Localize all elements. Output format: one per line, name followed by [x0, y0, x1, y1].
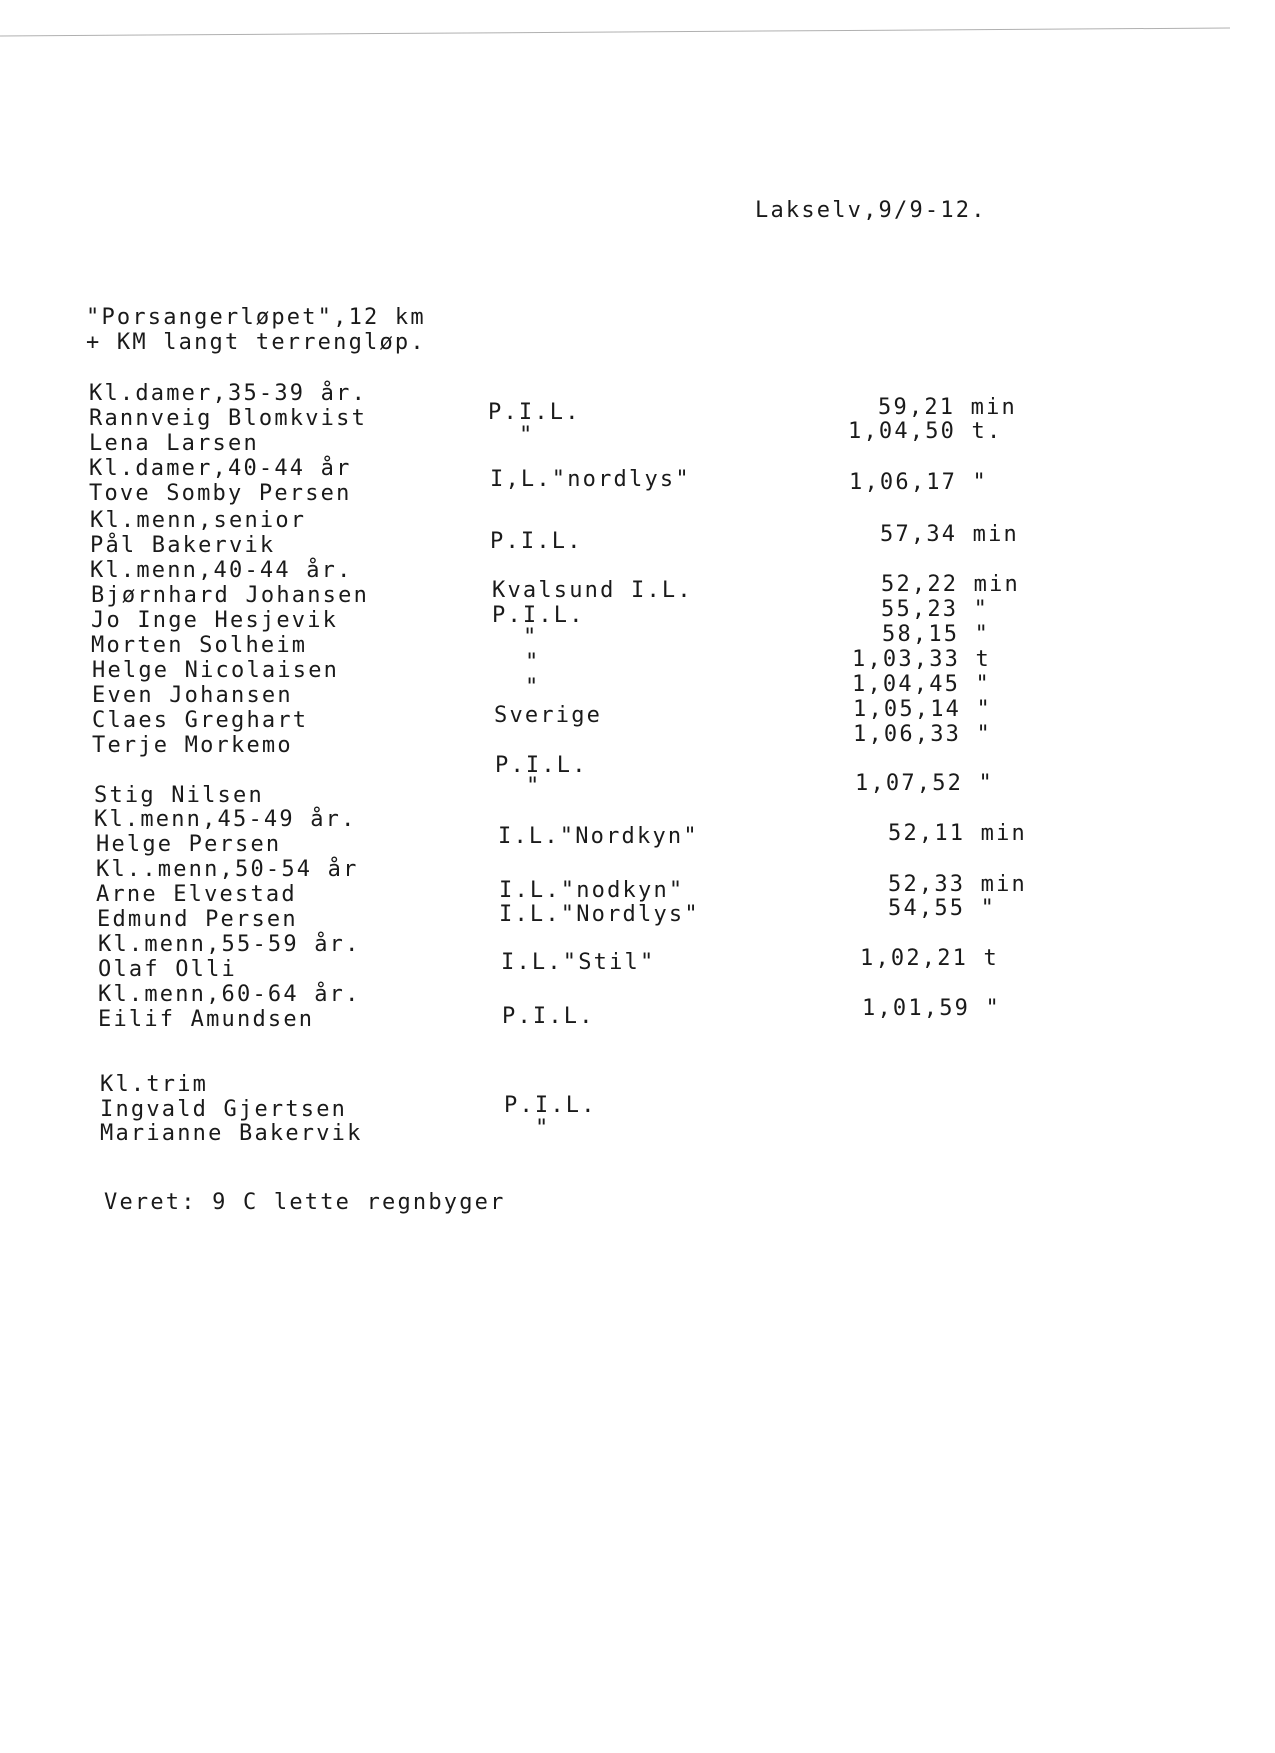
document-subtitle: + KM langt terrengløp.: [86, 330, 426, 355]
result-time: 1,04,50 t.: [848, 419, 1003, 444]
runner-name: Even Johansen: [92, 683, 293, 708]
result-time: 52,22 min: [881, 572, 1021, 597]
class-heading: Kl.menn,60-64 år.: [98, 982, 361, 1007]
result-time: 55,23 ": [881, 597, 990, 622]
runner-name: Bjørnhard Johansen: [91, 583, 370, 608]
document-title: "Porsangerløpet",12 km: [86, 305, 426, 330]
result-time: 59,21 min: [878, 395, 1018, 420]
result-time: 52,11 min: [888, 821, 1028, 846]
class-heading: Kl.menn,45-49 år.: [94, 807, 357, 832]
result-time: 58,15 ": [882, 622, 991, 647]
runner-name: Marianne Bakervik: [100, 1121, 363, 1146]
runner-name: Edmund Persen: [97, 907, 298, 932]
ditto-mark: ": [526, 774, 542, 799]
runner-name: Stig Nilsen: [94, 783, 264, 808]
runner-name: Rannveig Blomkvist: [89, 406, 368, 431]
class-heading: Kl.trim: [100, 1072, 209, 1097]
result-time: 1,07,52 ": [855, 771, 995, 796]
runner-name: Pål Bakervik: [90, 533, 276, 558]
club-name: Sverige: [494, 703, 603, 728]
runner-name: Helge Persen: [96, 832, 282, 857]
runner-name: Tove Somby Persen: [89, 481, 352, 506]
class-heading: Kl.menn,55-59 år.: [98, 932, 361, 957]
runner-name: Helge Nicolaisen: [92, 658, 340, 683]
result-time: 1,01,59 ": [862, 996, 1002, 1021]
class-heading: Kl.menn,40-44 år.: [90, 558, 353, 583]
runner-name: Jo Inge Hesjevik: [91, 608, 339, 633]
runner-name: Olaf Olli: [98, 957, 238, 982]
class-heading: Kl.menn,senior: [90, 508, 307, 533]
club-name: P.I.L.: [492, 603, 585, 628]
result-time: 1,06,17 ": [849, 470, 989, 495]
result-time: 1,04,45 ": [852, 672, 992, 697]
result-time: 1,05,14 ": [853, 697, 993, 722]
club-name: P.I.L.: [504, 1093, 597, 1118]
class-heading: Kl.damer,35-39 år.: [89, 381, 368, 406]
runner-name: Ingvald Gjertsen: [100, 1097, 348, 1122]
result-time: 1,06,33 ": [853, 722, 993, 747]
runner-name: Arne Elvestad: [96, 882, 297, 907]
weather-note: Veret: 9 C lette regnbyger: [104, 1190, 506, 1215]
club-name: I.L."nodkyn": [499, 878, 685, 903]
club-name: I.L."Nordkyn": [498, 824, 699, 849]
club-name: P.I.L.: [488, 400, 581, 425]
runner-name: Terje Morkemo: [92, 733, 293, 758]
ditto-mark: ": [525, 675, 541, 700]
ditto-mark: ": [519, 423, 535, 448]
runner-name: Lena Larsen: [89, 431, 259, 456]
ditto-mark: ": [523, 625, 539, 650]
club-name: I,L."nordlys": [490, 467, 691, 492]
club-name: P.I.L.: [490, 529, 583, 554]
result-time: 52,33 min: [888, 872, 1028, 897]
club-name: P.I.L.: [495, 753, 588, 778]
result-time: 1,02,21 t: [860, 946, 1000, 971]
class-heading: Kl..menn,50-54 år: [96, 857, 359, 882]
result-time: 54,55 ": [888, 896, 997, 921]
club-name: Kvalsund I.L.: [492, 578, 693, 603]
class-heading: Kl.damer,40-44 år: [89, 456, 352, 481]
place-date: Lakselv,9/9-12.: [755, 198, 987, 223]
result-time: 1,03,33 t: [852, 647, 992, 672]
runner-name: Morten Solheim: [91, 633, 308, 658]
club-name: I.L."Nordlys": [499, 902, 700, 927]
club-name: I.L."Stil": [501, 950, 656, 975]
result-time: 57,34 min: [880, 522, 1020, 547]
ditto-mark: ": [525, 650, 541, 675]
club-name: P.I.L.: [502, 1004, 595, 1029]
ditto-mark: ": [535, 1116, 551, 1141]
runner-name: Eilif Amundsen: [98, 1007, 315, 1032]
runner-name: Claes Greghart: [92, 708, 309, 733]
